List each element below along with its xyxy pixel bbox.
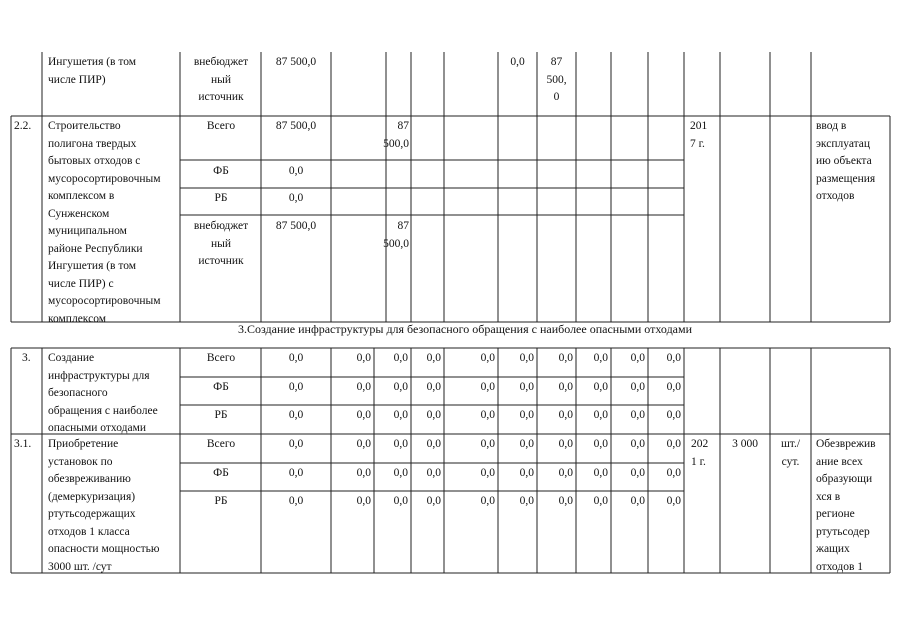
row-3-value-cell: 0,0: [480, 352, 495, 364]
prev-row-value-a: 0,0: [510, 56, 525, 68]
row-3-1-value-cell: 0,0: [666, 467, 681, 479]
row-2-2-total-total: 87 500,0: [275, 120, 317, 132]
row-2-2-split-total: 87 500,0: [383, 120, 409, 150]
row-3-1-total-1: 0,0: [288, 467, 304, 479]
row-3-value-cell: 0,0: [519, 409, 534, 421]
row-3-value-cell: 0,0: [593, 352, 608, 364]
row-3-1-value-cell: 0,0: [480, 438, 495, 450]
row-3-value-cell: 0,0: [393, 352, 408, 364]
row-3-1-source-1: ФБ: [213, 467, 229, 479]
row-3-source-0: Всего: [206, 352, 236, 364]
row-3-1-value-cell: 0,0: [356, 467, 371, 479]
row-3-1-value-cell: 0,0: [519, 495, 534, 507]
row-3-1-total-2: 0,0: [288, 495, 304, 507]
row-3-1-total-0: 0,0: [288, 438, 304, 450]
row-2-2-number: 2.2.: [14, 120, 32, 132]
row-3-total-2: 0,0: [288, 409, 304, 421]
row-3-1-number: 3.1.: [14, 438, 32, 450]
row-2-2-total-extrabudget: 87 500,0: [275, 220, 317, 232]
row-3-value-cell: 0,0: [666, 409, 681, 421]
row-3-1-value-cell: 0,0: [393, 495, 408, 507]
section-3-header: 3.Создание инфраструктуры для безопасного обращения с наиболее опасными отходами: [237, 322, 693, 336]
row-3-1-value-cell: 0,0: [393, 467, 408, 479]
row-2-2-name: Строительство полигона твердых бытовых отходов с мусоросортировочным комплексом в Сунженском муниципальном районе Республики Ингушетия (в том числе ПИР) с мусоросортировочным комплексом: [48, 120, 161, 325]
row-2-2-total-fb: 0,0: [288, 165, 304, 177]
row-3-1-value-cell: 0,0: [630, 438, 645, 450]
row-3-value-cell: 0,0: [393, 409, 408, 421]
row-3-value-cell: 0,0: [426, 352, 441, 364]
row-3-1-value-cell: 0,0: [593, 467, 608, 479]
prev-row-total: 87 500,0: [275, 56, 317, 68]
row-2-2-source-total: Всего: [206, 120, 236, 132]
row-3-value-cell: 0,0: [519, 381, 534, 393]
row-3-1-value-cell: 0,0: [666, 438, 681, 450]
row-2-2-split-extrabudget: 87 500,0: [383, 220, 409, 250]
row-3-1-year: 202 1 г.: [691, 438, 709, 468]
row-3-1-value-cell: 0,0: [558, 467, 573, 479]
row-3-1-value-cell: 0,0: [426, 495, 441, 507]
row-3-name: Создание инфраструктуры для безопасного обращения с наиболее опасными отходами: [48, 352, 158, 434]
row-3-value-cell: 0,0: [593, 381, 608, 393]
row-3-1-value-cell: 0,0: [558, 438, 573, 450]
row-3-1-name: Приобретение установок по обезвреживанию (демеркуризация) ртутьсодержащих отходов 1 класса опасности мощностью 3000 шт. /сут: [48, 438, 160, 573]
row-3-1-value-cell: 0,0: [356, 438, 371, 450]
row-2-2-source-extrabudget: внебюджет ный источник: [193, 220, 249, 267]
row-2-2-total-rb: 0,0: [288, 192, 304, 204]
row-3-value-cell: 0,0: [356, 381, 371, 393]
row-3-1-value-cell: 0,0: [426, 467, 441, 479]
row-3-value-cell: 0,0: [356, 409, 371, 421]
row-3-1-value-cell: 0,0: [630, 467, 645, 479]
row-3-value-cell: 0,0: [426, 381, 441, 393]
prev-row-source: внебюджет ный источник: [193, 56, 249, 103]
row-2-2-source-rb: РБ: [214, 192, 228, 204]
row-3-1-value-cell: 0,0: [593, 495, 608, 507]
row-3-value-cell: 0,0: [666, 352, 681, 364]
row-3-value-cell: 0,0: [558, 352, 573, 364]
row-3-1-value-cell: 0,0: [666, 495, 681, 507]
row-3-total-1: 0,0: [288, 381, 304, 393]
row-3-1-value-cell: 0,0: [519, 467, 534, 479]
row-3-1-value-cell: 0,0: [356, 495, 371, 507]
prev-row-name: Ингушетия (в том числе ПИР): [48, 56, 137, 86]
row-3-value-cell: 0,0: [519, 352, 534, 364]
row-3-value-cell: 0,0: [630, 352, 645, 364]
row-2-2-result: ввод в эксплуатац ию объекта размещения отходов: [816, 120, 876, 202]
row-3-value-cell: 0,0: [558, 409, 573, 421]
row-3-1-value-cell: 0,0: [593, 438, 608, 450]
row-3-1-source-0: Всего: [206, 438, 236, 450]
row-3-value-cell: 0,0: [356, 352, 371, 364]
row-3-1-value-cell: 0,0: [480, 467, 495, 479]
row-3-value-cell: 0,0: [480, 409, 495, 421]
row-3-value-cell: 0,0: [426, 409, 441, 421]
row-3-value-cell: 0,0: [558, 381, 573, 393]
row-3-value-cell: 0,0: [630, 381, 645, 393]
row-3-value-cell: 0,0: [593, 409, 608, 421]
prev-row-value-b: 87 500, 0: [546, 56, 567, 103]
row-3-value-cell: 0,0: [480, 381, 495, 393]
row-3-value-cell: 0,0: [666, 381, 681, 393]
row-3-1-source-2: РБ: [214, 495, 228, 507]
row-3-total-0: 0,0: [288, 352, 304, 364]
row-3-1-value-cell: 0,0: [426, 438, 441, 450]
row-2-2-source-fb: ФБ: [213, 165, 229, 177]
row-3-1-value-cell: 0,0: [519, 438, 534, 450]
row-2-2-year: 201 7 г.: [690, 120, 708, 150]
row-3-source-2: РБ: [214, 409, 228, 421]
row-3-1-result: Обезврежив ание всех образующи хся в регионе ртутьсодер жащих отходов 1: [816, 438, 876, 573]
row-3-1-value-cell: 0,0: [393, 438, 408, 450]
row-3-1-capacity: 3 000: [732, 438, 758, 450]
row-3-1-value-cell: 0,0: [480, 495, 495, 507]
row-3-number: 3.: [22, 352, 31, 364]
row-3-value-cell: 0,0: [630, 409, 645, 421]
row-3-source-1: ФБ: [213, 381, 229, 393]
row-3-1-value-cell: 0,0: [558, 495, 573, 507]
row-3-1-unit: шт./ сут.: [780, 438, 801, 468]
row-3-value-cell: 0,0: [393, 381, 408, 393]
row-3-1-value-cell: 0,0: [630, 495, 645, 507]
